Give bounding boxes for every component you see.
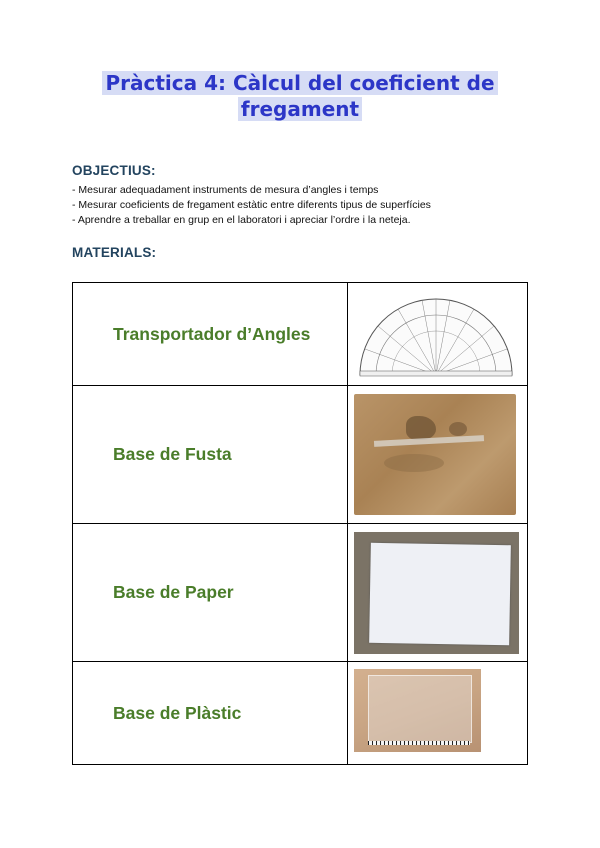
- materials-heading: MATERIALS:: [72, 245, 157, 260]
- paper-board-photo: [354, 532, 519, 654]
- material-image-cell: [347, 524, 527, 662]
- title-line-1: Pràctica 4: Càlcul del coeficient de: [102, 71, 497, 95]
- objectius-heading: OBJECTIUS:: [72, 163, 156, 178]
- objectiu-item: - Mesurar adequadament instruments de mesura d’angles i temps: [72, 184, 379, 196]
- title-line-2: fregament: [238, 97, 362, 121]
- plastic-board-photo: [354, 669, 481, 752]
- material-label: Base de Fusta: [73, 386, 348, 524]
- material-image-cell: [347, 283, 527, 386]
- page-title: [0, 70, 600, 122]
- table-row: [73, 662, 528, 765]
- objectius-list: [72, 183, 542, 228]
- table-row: [73, 283, 528, 386]
- objectiu-item: - Aprendre a treballar en grup en el laboratori i apreciar l’ordre i la neteja.: [72, 214, 411, 226]
- materials-table: [72, 282, 528, 765]
- material-label: Base de Plàstic: [73, 662, 348, 765]
- wooden-board-photo: [354, 394, 516, 515]
- material-image-cell: [347, 662, 527, 765]
- objectiu-item: - Mesurar coeficients de fregament estàtic entre diferents tipus de superfícies: [72, 199, 431, 211]
- material-label: Base de Paper: [73, 524, 348, 662]
- material-image-cell: [347, 386, 527, 524]
- table-row: [73, 386, 528, 524]
- material-label: Transportador d’Angles: [73, 283, 348, 386]
- table-row: [73, 524, 528, 662]
- protractor-photo: [356, 291, 516, 379]
